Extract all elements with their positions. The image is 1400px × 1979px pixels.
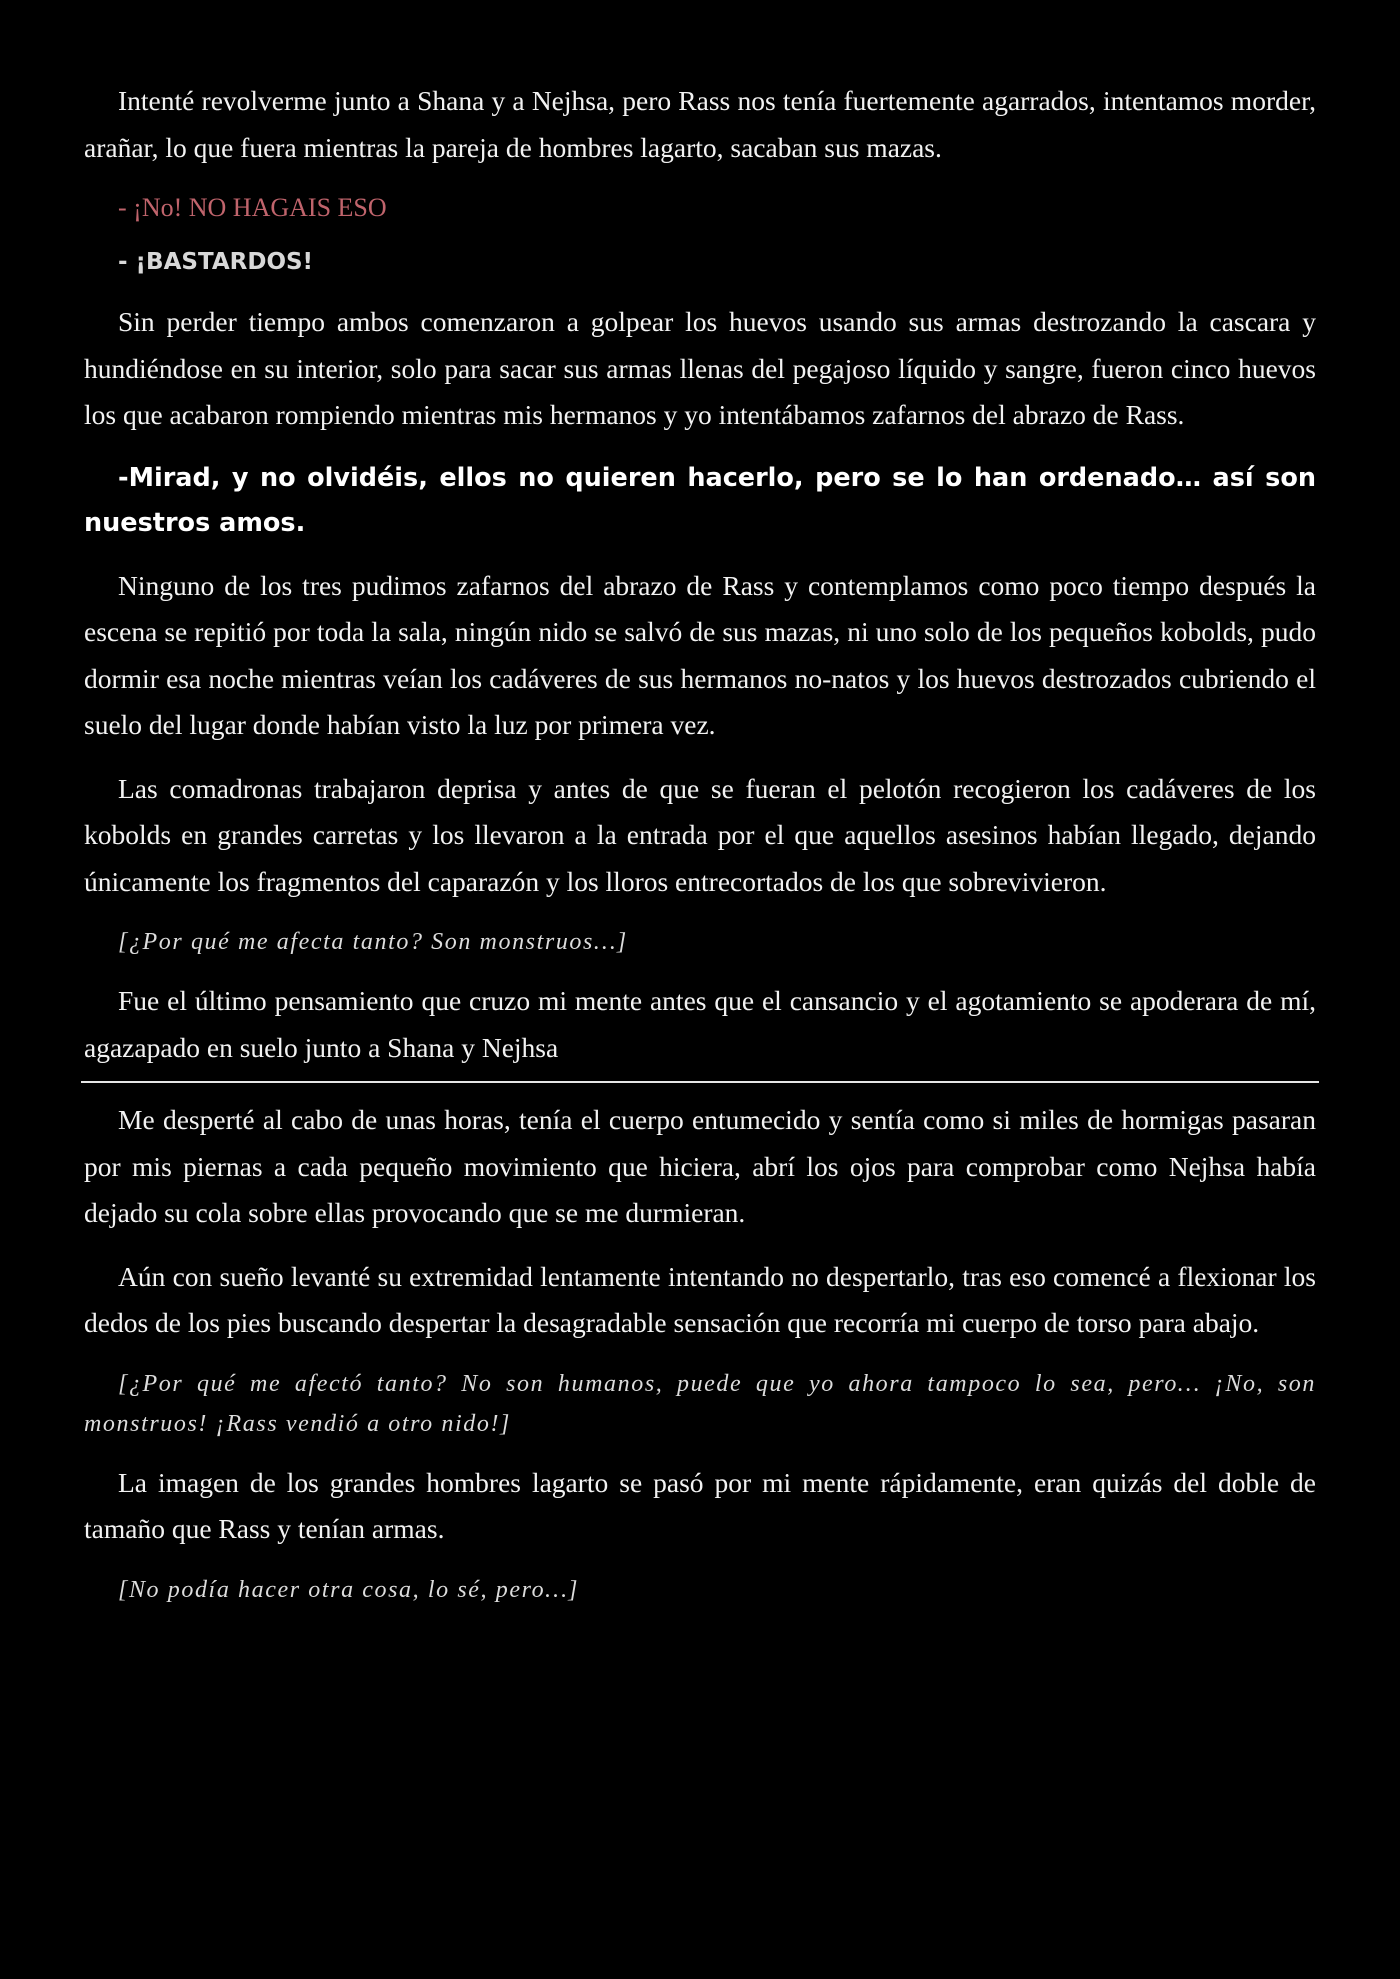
paragraph: Las comadronas trabajaron deprisa y antes de que se fueran el pelotón recogieron los cadáveres de los kobolds en grandes carretas y los llevaron a la entrada por el que aquellos asesinos habían llegado, dejando únicamente los fragmentos del caparazón y los lloros entrecortados de los que sobrevivieron. — [84, 772, 1316, 897]
paragraph: Sin perder tiempo ambos comenzaron a golpear los huevos usando sus armas destrozando la cascara y hundiéndose en su interior, solo para sacar sus armas llenas del pegajoso líquido y sangre, fueron cinco huevos los que acabaron rompiendo mientras mis hermanos y yo intentábamos zafarnos del abrazo de Rass. — [84, 306, 1316, 430]
document-page — [84, 78, 1316, 1626]
paragraph: Fue el último pensamiento que cruzo mi mente antes que el cansancio y el agotamiento se apoderara de mí, agazapado en suelo junto a Shana y Nejhsa — [84, 985, 1316, 1063]
thought-line: [¿Por qué me afecta tanto? Son monstruos…] — [118, 929, 628, 955]
paragraph: La imagen de los grandes hombres lagarto se pasó por mi mente rápidamente, eran quizás del doble de tamaño que Rass y tenían armas. — [84, 1466, 1316, 1544]
paragraph: Aún con sueño levanté su extremidad lentamente intentando no despertarlo, tras eso comencé a flexionar los dedos de los pies buscando despertar la desagradable sensación que recorría mi cuerpo de torso para abajo. — [84, 1260, 1316, 1338]
paragraph: Ninguno de los tres pudimos zafarnos del abrazo de Rass y contemplamos como poco tiempo después la escena se repitió por toda la sala, ningún nido se salvó de sus mazas, ni uno solo de los pequeños kobolds, pudo dormir esa noche mientras veían los cadáveres de sus hermanos no-natos y los huevos destrozados cubriendo el suelo del lugar donde habían visto la luz por primera vez. — [84, 569, 1316, 740]
section-divider — [81, 1081, 1319, 1083]
dialogue-line: - ¡BASTARDOS! — [118, 249, 314, 275]
paragraph: Intenté revolverme junto a Shana y a Nejhsa, pero Rass nos tenía fuertemente agarrados, intentamos morder, arañar, lo que fuera mientras la pareja de hombres lagarto, sacaban sus mazas. — [84, 85, 1316, 163]
dialogue-line: -Mirad, y no olvidéis, ellos no quieren hacerlo, pero se lo han ordenado… así son nuestros amos. — [84, 462, 1316, 538]
dialogue-line: - ¡No! NO HAGAIS ESO — [118, 193, 387, 222]
thought-line: [¿Por qué me afectó tanto? No son humanos, puede que yo ahora tampoco lo sea, pero… ¡No, son monstruos! ¡Rass vendió a otro nido!] — [84, 1370, 1316, 1437]
thought-line: [No podía hacer otra cosa, lo sé, pero…] — [118, 1576, 580, 1603]
paragraph: Me desperté al cabo de unas horas, tenía el cuerpo entumecido y sentía como si miles de hormigas pasaran por mis piernas a cada pequeño movimiento que hiciera, abrí los ojos para comprobar como Nejhsa había dejado su cola sobre ellas provocando que se me durmieran. — [84, 1104, 1316, 1228]
